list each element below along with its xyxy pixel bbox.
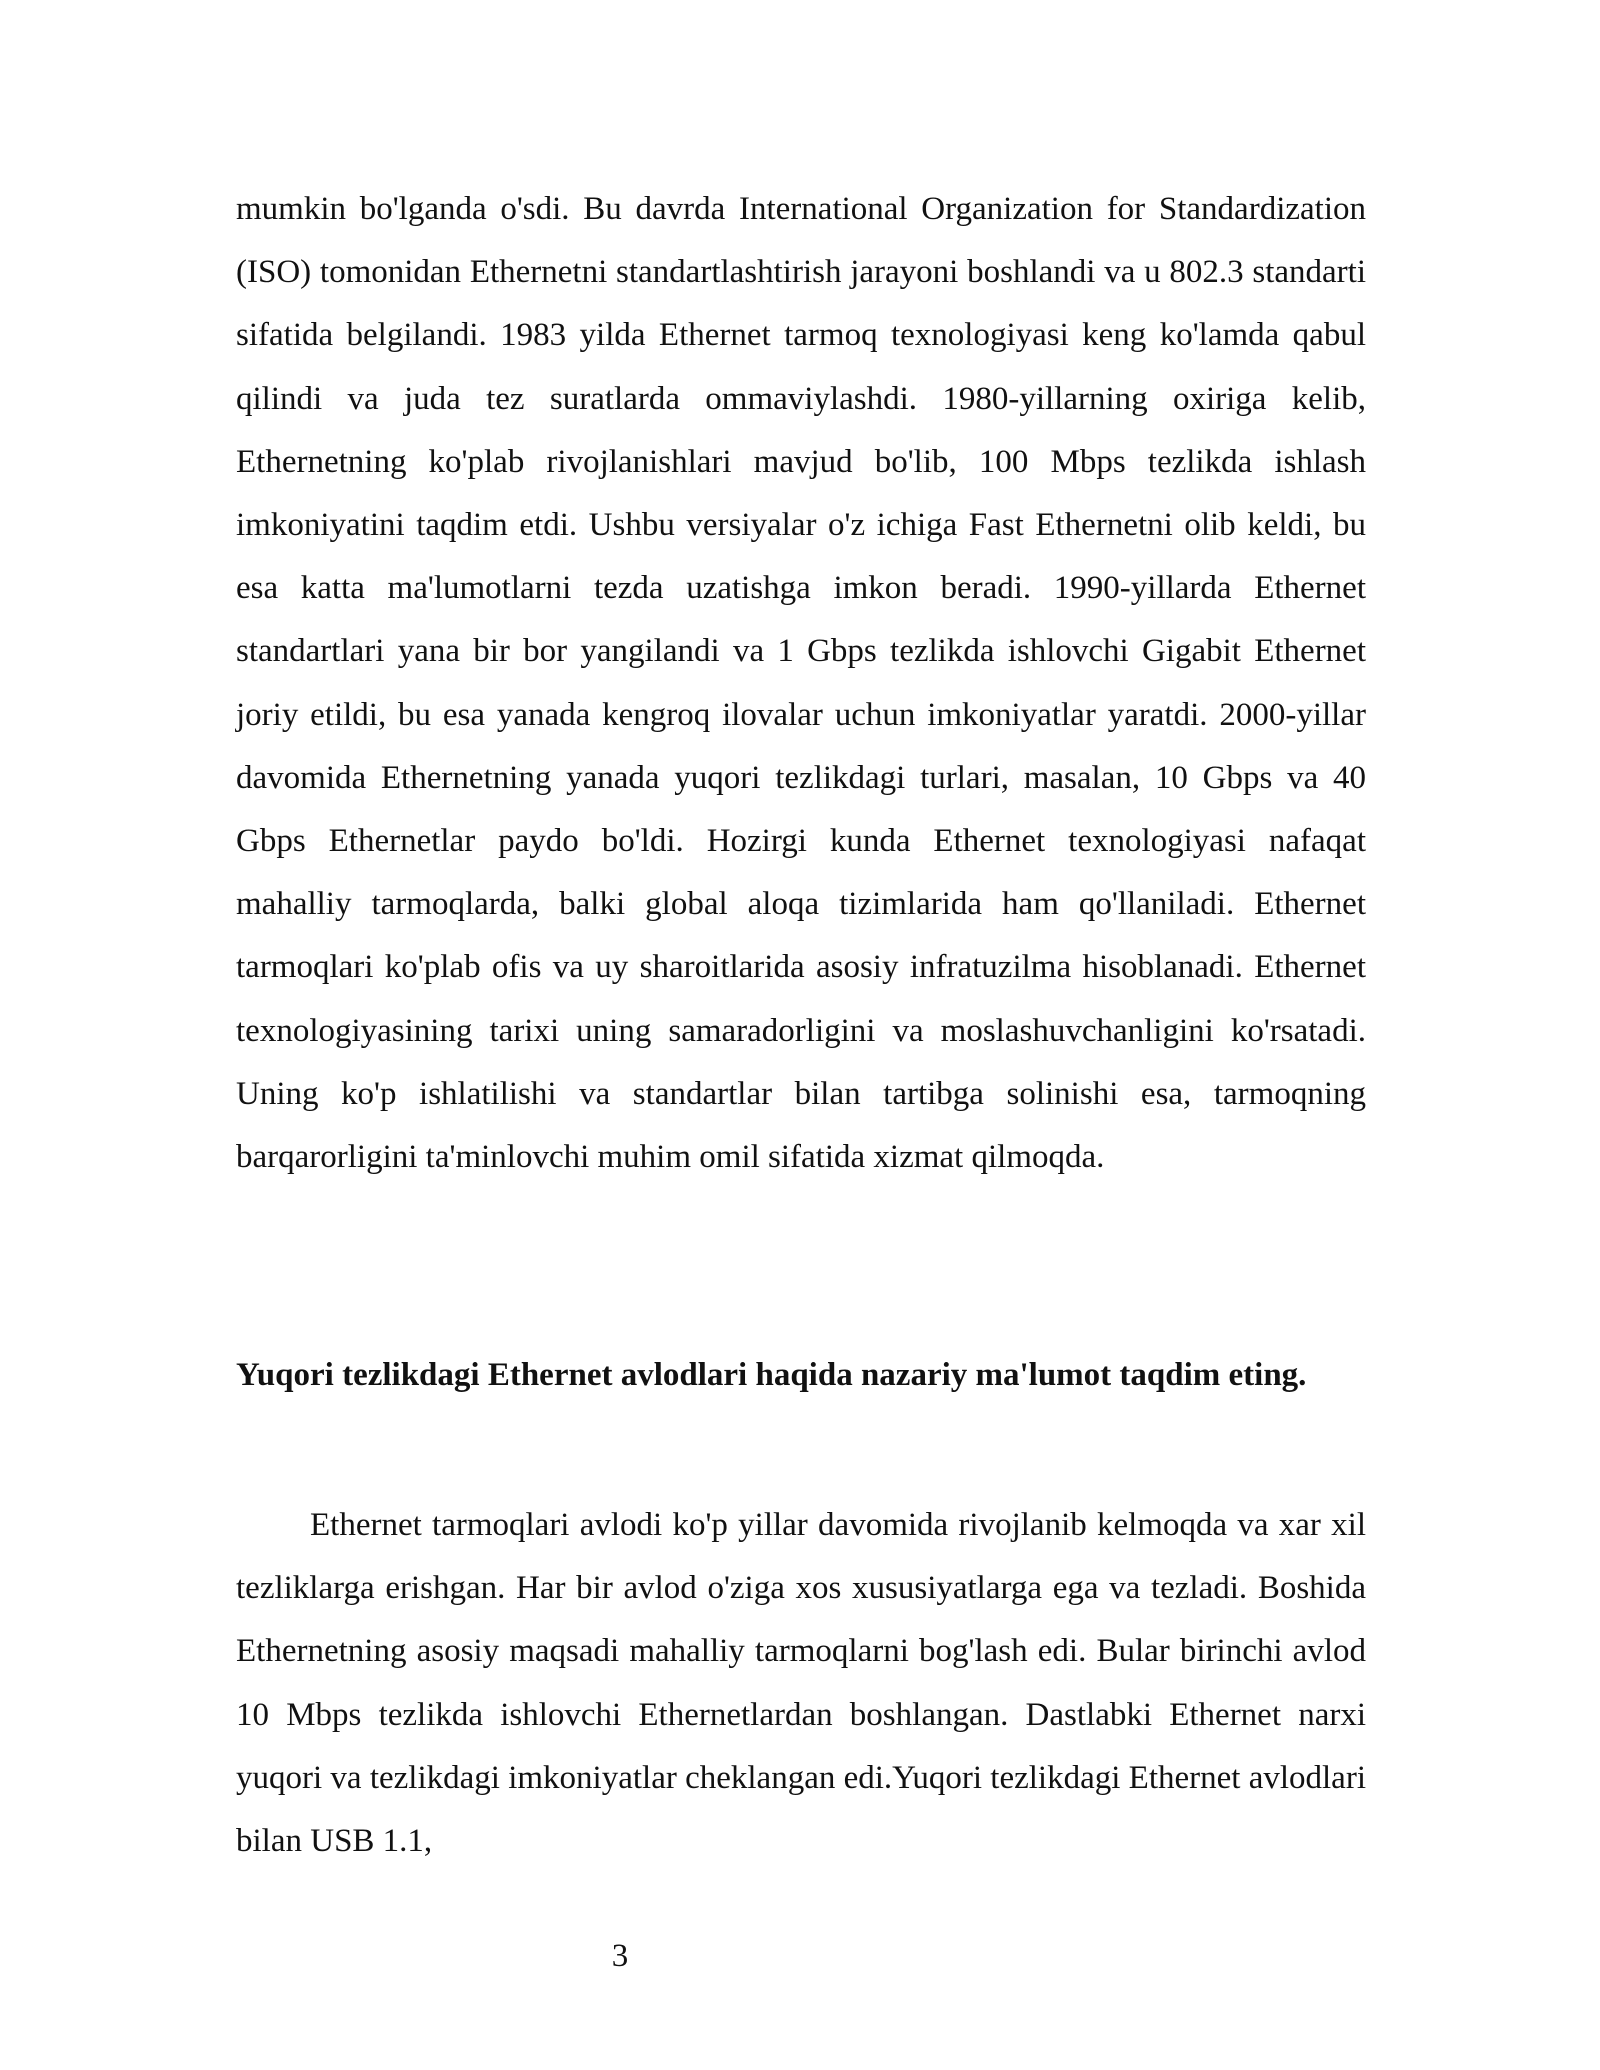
- body-paragraph-2: Ethernet tarmoqlari avlodi ko'p yillar davomida rivojlanib kelmoqda va xar xil tezliklarga erishgan. Har bir avlod o'ziga xos xususiyatlarga ega va tezladi. Boshida Ethernetning asosiy maqsadi mahalliy tarmoqlarni bog'lash edi. Bular birinchi avlod 10 Mbps tezlikda ishlovchi Ethernetlardan boshlangan. Dastlabki Ethernet narxi yuqori va tezlikdagi imkoniyatlar cheklangan edi.Yuqori tezlikdagi Ethernet avlodlari bilan USB 1.1,: [236, 1507, 1366, 1860]
- page-number: 3: [611, 1938, 629, 1974]
- section-heading: Yuqori tezlikdagi Ethernet avlodlari haqida nazariy ma'lumot taqdim eting.: [236, 1357, 1307, 1393]
- body-paragraph-1: mumkin bo'lganda o'sdi. Bu davrda International Organization for Standardization (ISO) tomonidan Ethernetni standartlashtirish jarayoni boshlandi va u 802.3 standarti sifatida belgilandi. 1983 yilda Ethernet tarmoq texnologiyasi keng ko'lamda qabul qilindi va juda tez suratlarda ommaviylashdi. 1980-yillarning oxiriga kelib, Ethernetning ko'plab rivojlanishlari mavjud bo'lib, 100 Mbps tezlikda ishlash imkoniyatini taqdim etdi. Ushbu versiyalar o'z ichiga Fast Ethernetni olib keldi, bu esa katta ma'lumotlarni tezda uzatishga imkon beradi. 1990-yillarda Ethernet standartlari yana bir bor yangilandi va 1 Gbps tezlikda ishlovchi Gigabit Ethernet joriy etildi, bu esa yanada kengroq ilovalar uchun imkoniyatlar yaratdi. 2000-yillar davomida Ethernetning yanada yuqori tezlikdagi turlari, masalan, 10 Gbps va 40 Gbps Ethernetlar paydo bo'ldi. Hozirgi kunda Ethernet texnologiyasi nafaqat mahalliy tarmoqlarda, balki global aloqa tizimlarida ham qo'llaniladi. Ethernet tarmoqlari ko'plab ofis va uy sharoitlarida asosiy infratuzilma hisoblanadi. Ethernet texnologiyasining tarixi uning samaradorligini va moslashuvchanligini ko'rsatadi. Uning ko'p ishlatilishi va standartlar bilan tartibga solinishi esa, tarmoqning barqarorligini ta'minlovchi muhim omil sifatida xizmat qilmoqda.: [236, 191, 1366, 1176]
